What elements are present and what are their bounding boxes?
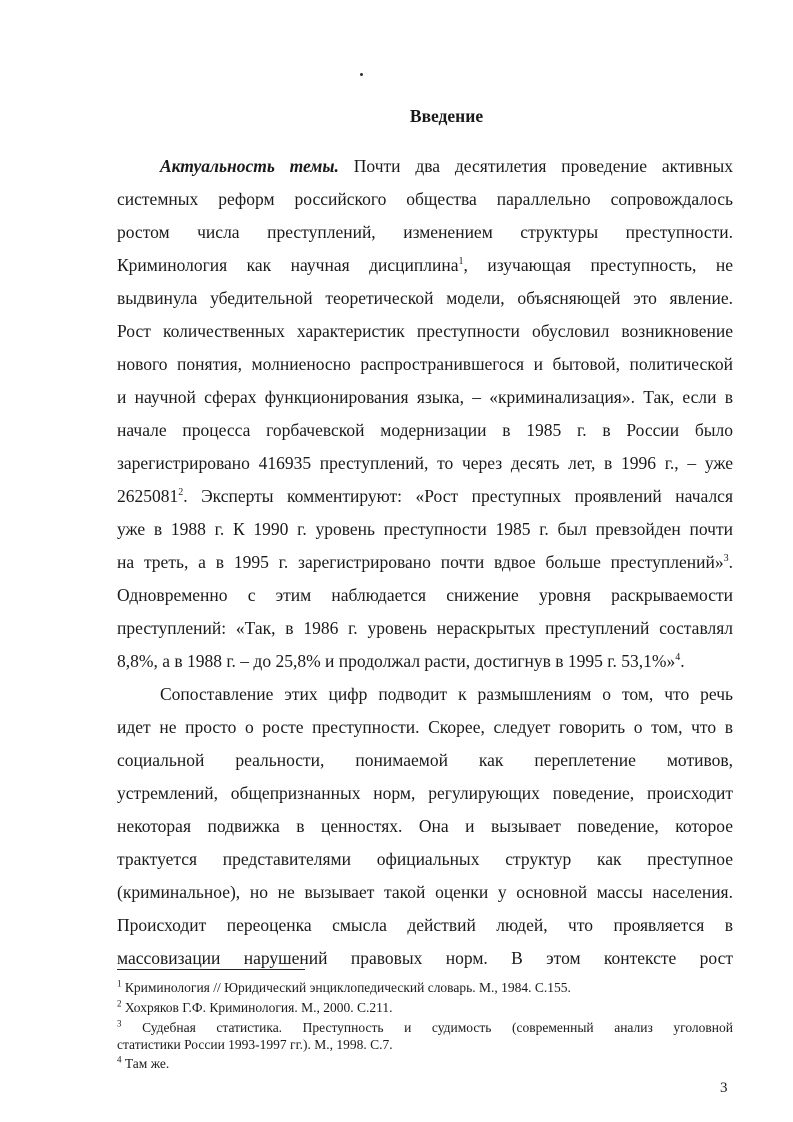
text-span: .: [680, 651, 685, 671]
paragraph-line: начале процесса горбачевской модернизации в 1985 г. в России было: [117, 420, 733, 440]
paragraph-line: зарегистрировано 416935 преступлений, то через десять лет, в 1996 г., – уже: [117, 453, 733, 473]
paragraph-line: выдвинула убедительной теоретической модели, объясняющей это явление.: [117, 288, 733, 308]
footnote-text: Там же.: [121, 1056, 170, 1071]
text-span: на треть, а в 1995 г. зарегистрировано почти вдвое больше преступлений»: [117, 552, 724, 572]
paragraph-line: [160, 155, 733, 177]
footnote-text: Судебная статистика. Преступность и судимость (современный анализ уголовной: [121, 1020, 733, 1035]
text-span: . Эксперты комментируют: «Рост преступных проявлений начался: [183, 486, 733, 506]
paragraph-line: социальной реальности, понимаемой как переплетение мотивов,: [117, 750, 733, 770]
footnote: [117, 980, 733, 996]
paragraph-line: [117, 650, 733, 672]
paragraph-line: Происходит переоценка смысла действий людей, что проявляется в: [117, 915, 733, 935]
paragraph-line: Одновременно с этим наблюдается снижение уровня раскрываемости: [117, 585, 733, 605]
page-number: 3: [720, 1080, 728, 1096]
paragraph-line: уже в 1988 г. К 1990 г. уровень преступности 1985 г. был превзойден почти: [117, 519, 733, 539]
footnote-ref[interactable]: 4: [675, 652, 681, 664]
paragraph-line: Рост количественных характеристик преступности обусловил возникновение: [117, 321, 733, 341]
footnote: [117, 1000, 733, 1016]
footnote-number: 4: [117, 1054, 122, 1065]
paragraph-line: ростом числа преступлений, изменением структуры преступности.: [117, 222, 733, 242]
paragraph-line: некоторая подвижка в ценностях. Она и вызывает поведение, которое: [117, 816, 733, 836]
text-span: , изучающая преступность, не: [463, 255, 733, 275]
text-span: .: [728, 552, 733, 572]
footnote-number: 2: [117, 998, 122, 1009]
text-span: 2625081: [117, 486, 179, 506]
paragraph-line: [117, 551, 733, 573]
text-span: Почти два десятилетия проведение активных: [338, 156, 734, 176]
footnote-separator: [117, 969, 305, 970]
paragraph-line: Сопоставление этих цифр подводит к размышлениям о том, что речь: [160, 684, 733, 704]
footnote-text: Криминология // Юридический энциклопедический словарь. М., 1984. С.155.: [121, 980, 571, 995]
paragraph-line: идет не просто о росте преступности. Скорее, следует говорить о том, что в: [117, 717, 733, 737]
lead-phrase: Актуальность темы.: [160, 156, 339, 176]
paragraph-line: трактуется представителями официальных структур как преступное: [117, 849, 733, 869]
footnote-text: Хохряков Г.Ф. Криминология. М., 2000. С.211.: [121, 1000, 393, 1015]
footnote: [117, 1056, 733, 1072]
footnote-ref[interactable]: 3: [723, 553, 729, 565]
section-heading: Введение: [409, 106, 484, 126]
paragraph-line: устремлений, общепризнанных норм, регулирующих поведение, происходит: [117, 783, 733, 803]
paragraph-line: и научной сферах функционирования языка, – «криминализация». Так, если в: [117, 387, 733, 407]
paragraph-line: (криминальное), но не вызывает такой оценки у основной массы населения.: [117, 882, 733, 902]
footnote-continuation: статистики России 1993-1997 гг.). М., 1998. С.7.: [117, 1037, 393, 1052]
paragraph-line: [117, 485, 733, 507]
text-span: 8,8%, а в 1988 г. – до 25,8% и продолжал расти, достигнув в 1995 г. 53,1%»: [117, 651, 676, 671]
paragraph-line: преступлений: «Так, в 1986 г. уровень нераскрытых преступлений составлял: [117, 618, 733, 638]
paragraph-line: нового понятия, молниеносно распространившегося и бытовой, политической: [117, 354, 733, 374]
footnote-number: 1: [117, 978, 122, 989]
footnote-ref[interactable]: 1: [458, 256, 464, 268]
scan-speck: [360, 73, 363, 76]
footnote-number: 3: [117, 1018, 122, 1029]
footnote: [117, 1020, 733, 1036]
text-span: Криминология как научная дисциплина: [117, 255, 459, 275]
footnote-ref[interactable]: 2: [178, 487, 184, 499]
paragraph-line: массовизации нарушений правовых норм. В этом контексте рост: [117, 948, 733, 968]
paragraph-line: [117, 254, 733, 276]
paragraph-line: системных реформ российского общества параллельно сопровождалось: [117, 189, 733, 209]
